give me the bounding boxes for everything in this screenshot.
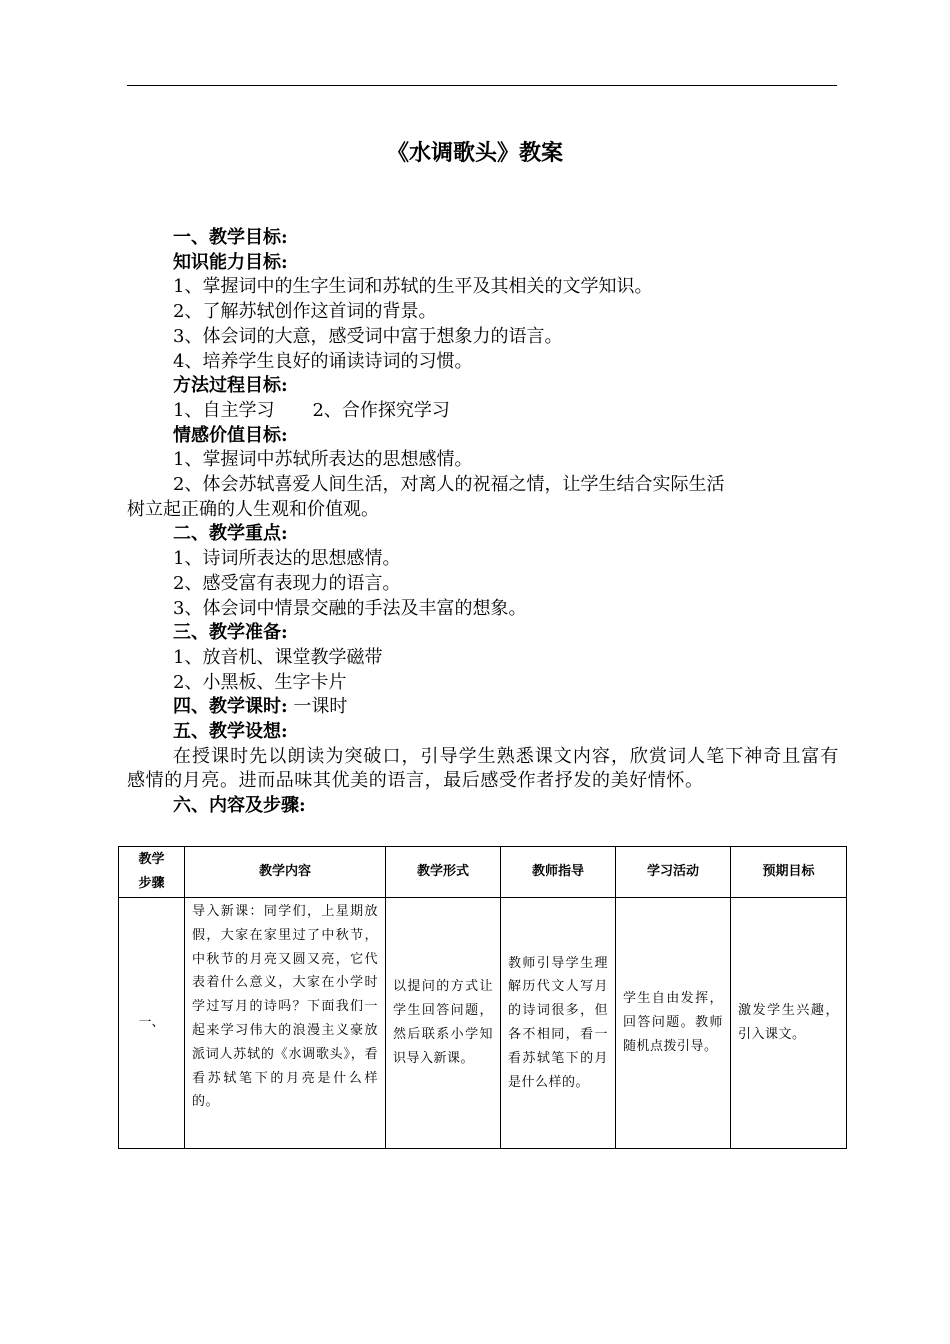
- section-heading-class-hours: 四、教学课时:: [173, 696, 288, 718]
- key-point-item: 1、诗词所表达的思想感情。: [173, 548, 401, 570]
- preparation-item: 1、放音机、课堂教学磁带: [173, 646, 383, 668]
- cell-activity: 学生自由发挥，回答问题。教师随机点拨引导。: [616, 898, 731, 1149]
- document-body: [127, 226, 839, 819]
- cell-step: 一、: [119, 898, 185, 1149]
- document-title: 《水调歌头》教案: [386, 140, 563, 166]
- header-guide: 教师指导: [501, 847, 616, 898]
- subheading-method: 方法过程目标:: [173, 375, 288, 397]
- header-activity: 学习活动: [616, 847, 731, 898]
- class-hours-line: [127, 695, 839, 720]
- header-form: 教学形式: [386, 847, 501, 898]
- cell-form: 以提问的方式让学生回答问题，然后联系小学知识导入新课。: [386, 898, 501, 1149]
- emotion-item: 1、掌握词中苏轼所表达的思想感情。: [173, 449, 473, 471]
- section-heading-steps: 六、内容及步骤:: [173, 795, 306, 817]
- knowledge-item: 4、培养学生良好的诵读诗词的习惯。: [173, 350, 473, 372]
- design-paragraph: 在授课时先以朗读为突破口，引导学生熟悉课文内容，欣赏词人笔下神奇且富有感情的月亮。进而品味其优美的语言，最后感受作者抒发的美好情怀。: [127, 745, 839, 792]
- knowledge-item: 2、了解苏轼创作这首词的背景。: [173, 301, 437, 323]
- method-item: 2、合作探究学习: [312, 399, 450, 421]
- method-items: [127, 399, 839, 424]
- key-point-item: 2、感受富有表现力的语言。: [173, 572, 401, 594]
- header-goal: 预期目标: [731, 847, 847, 898]
- emotion-item: 2、体会苏轼喜爱人间生活，对离人的祝福之情，让学生结合实际生活: [173, 474, 725, 496]
- preparation-item: 2、小黑板、生字卡片: [173, 671, 347, 693]
- section-heading-preparation: 三、教学准备:: [173, 622, 288, 644]
- class-hours-value: 一课时: [293, 696, 348, 718]
- cell-guide: 教师引导学生理解历代文人写月的诗词很多，但各不相同，看一看苏轼笔下的月是什么样的。: [501, 898, 616, 1149]
- steps-table: [118, 846, 847, 1149]
- emotion-item-continued: 树立起正确的人生观和价值观。: [127, 498, 379, 520]
- knowledge-item: 3、体会词的大意，感受词中富于想象力的语言。: [173, 325, 563, 347]
- key-point-item: 3、体会词中情景交融的手法及丰富的想象。: [173, 597, 527, 619]
- knowledge-item: 1、掌握词中的生字生词和苏轼的生平及其相关的文学知识。: [173, 276, 653, 298]
- section-heading-design: 五、教学设想:: [173, 721, 288, 743]
- cell-content: 导入新课：同学们，上星期放假，大家在家里过了中秋节，中秋节的月亮又圆又亮，它代表着什么意义，大家在小学时学过写月的诗吗？下面我们一起来学习伟大的浪漫主义豪放派词人苏轼的《水调歌头》，看看苏轼笔下的月亮是什么样的。: [185, 898, 386, 1149]
- method-item: 1、自主学习: [173, 399, 275, 421]
- header-rule: [127, 85, 837, 86]
- subheading-emotion: 情感价值目标:: [173, 424, 288, 446]
- header-step: 教学 步骤: [119, 847, 185, 898]
- table-header-row: [119, 847, 847, 898]
- header-content: 教学内容: [185, 847, 386, 898]
- section-heading-key-points: 二、教学重点:: [173, 523, 288, 545]
- table-row: [119, 898, 847, 1149]
- subheading-knowledge: 知识能力目标:: [173, 251, 288, 273]
- cell-goal: 激发学生兴趣，引入课文。: [731, 898, 847, 1149]
- section-heading-objectives: 一、教学目标:: [173, 227, 288, 248]
